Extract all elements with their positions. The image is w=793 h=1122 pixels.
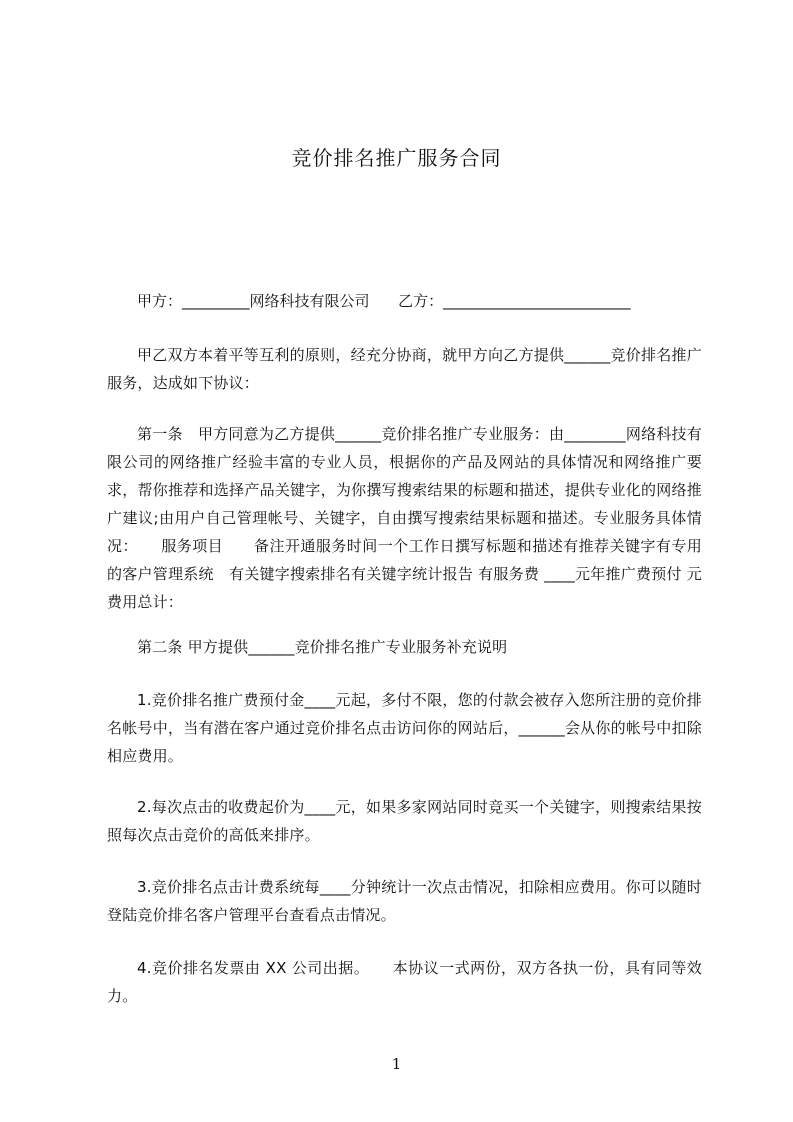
document-title: 竞价排名推广服务合同 (291, 146, 502, 170)
item-1-paragraph: 1.竞价排名推广费预付金____元起，多付不限，您的付款会被存入您所注册的竞价排名帐号中，当有潜在客户通过竞价排名点击访问你的网站后，______会从你的帐号中扣除相应费用。 (107, 691, 702, 765)
article-2-heading: 第二条 甲方提供______竞价排名推广专业服务补充说明 (137, 638, 508, 656)
item-2-paragraph: 2.每次点击的收费起价为____元，如果多家网站同时竞买一个关键字，则搜索结果按照每次点击竞价的高低来排序。 (107, 798, 702, 844)
intro-paragraph: 甲乙双方本着平等互利的原则，经充分协商，就甲方向乙方提供______竞价排名推广服务，达成如下协议： (107, 346, 702, 392)
page-number: 1 (391, 1055, 402, 1073)
item-4-paragraph: 4.竞价排名发票由 XX 公司出据。 本协议一式两份，双方各执一份，具有同等效力。 (107, 959, 702, 1005)
item-3-paragraph: 3.竞价排名点击计费系统每____分钟统计一次点击情况，扣除相应费用。你可以随时登陆竞价排名客户管理平台查看点击情况。 (107, 878, 702, 924)
article-1-paragraph: 第一条 甲方同意为乙方提供______竞价排名推广专业服务：由________网络科技有限公司的网络推广经验丰富的专业人员，根据你的产品及网站的具体情况和网络推广要求，帮你推荐和选择产品关键字，为你撰写搜索结果的标题和描述，提供专业化的网络推广建议;由用户自己管理帐号、关键字，自由撰写搜索结果标题和描述。专业服务具体情况： 服务项目 备注开通服务时间一个工作日撰写标题和描述有推荐关键字有专用的客户管理系统 有关键字搜索排名有关键字统计报告 有服务费 ____元年推广费预付 元费用总计： (107, 425, 702, 611)
parties-line: 甲方：_________网络科技有限公司 乙方：_________________________ (137, 292, 631, 310)
